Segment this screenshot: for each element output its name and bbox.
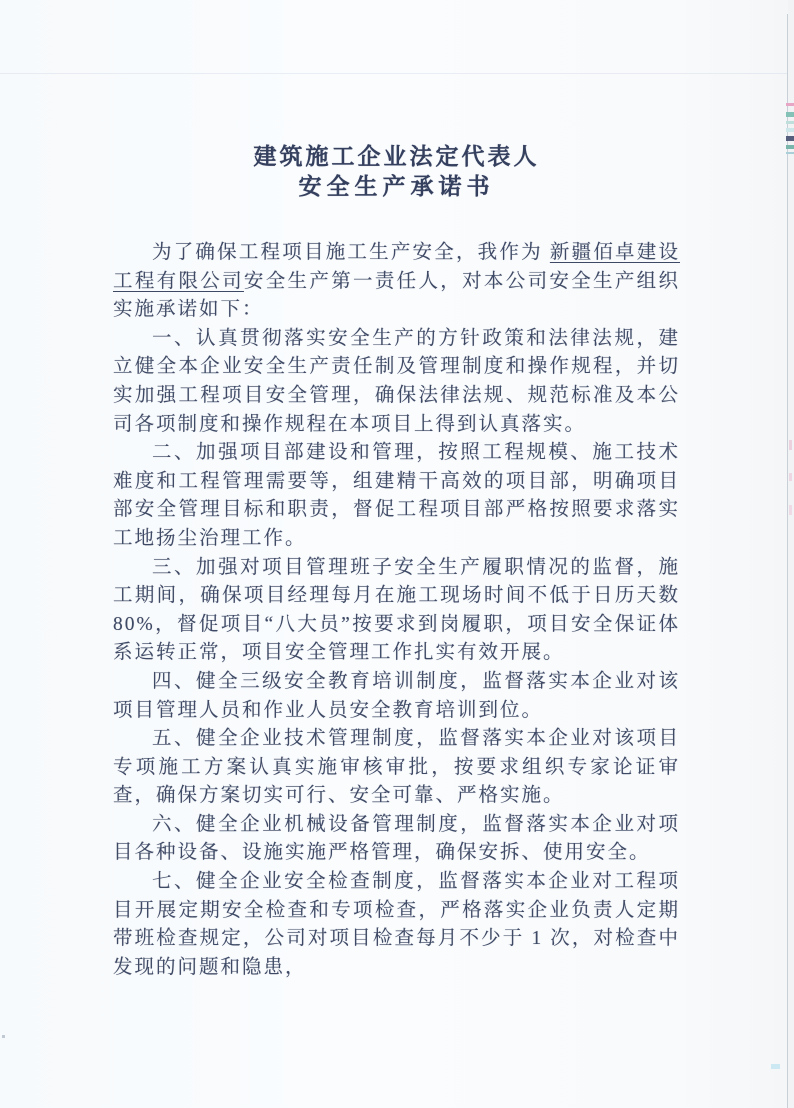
scan-streak-pink-tick (789, 440, 792, 450)
scan-artifact-line-top (0, 73, 794, 74)
paragraph-text: 七、健全企业安全检查制度，监督落实本企业对工程项目开展定期安全检查和专项检查，严格落实企业负责人定期带班检查规定，公司对项目检查每月不少于 1 次，对检查中发现的问题和隐患， (113, 871, 680, 978)
scan-speck (771, 1064, 780, 1069)
paragraph (113, 868, 680, 982)
scan-streak-pink (786, 103, 794, 106)
scan-streak-lightteal (786, 121, 794, 124)
title-line-2: 安全生产承诺书 (298, 174, 495, 199)
scan-streak-dark (786, 136, 794, 141)
paragraph-text: 四、健全三级安全教育培训制度，监督落实本企业对该项目管理人员和作业人员安全教育培训到位。 (113, 670, 680, 721)
paragraph-text: 六、健全企业机械设备管理制度，监督落实本企业对项目各种设备、设施实施严格管理，确保安拆、使用安全。 (113, 813, 680, 864)
paragraph (113, 554, 680, 668)
scan-streak-teal (786, 112, 794, 117)
scan-streak-cyan (786, 128, 794, 132)
paragraph-text: 安全生产第一责任人，对本公司安全生产组织实施承诺如下： (113, 270, 680, 321)
scan-streak-pink-tick (789, 473, 792, 481)
document-title (113, 142, 680, 202)
paragraph-text: 五、健全企业技术管理制度，监督落实本企业对该项目专项施工方案认真实施审核审批，按要求组织专家论证审查，确保方案切实可行、安全可靠、严格实施。 (113, 728, 680, 807)
scan-speck (2, 1035, 5, 1038)
paragraph-text: 二、加强项目部建设和管理，按照工程规模、施工技术难度和工程管理需要等，组建精干高效的项目部，明确项目部安全管理目标和职责，督促工程项目部严格按照要求落实工地扬尘治理工作。 (113, 442, 680, 549)
company-name-underlined: 新疆佰卓建设工程有限公司 (113, 242, 680, 292)
scan-streak-faint (786, 152, 794, 154)
paragraph (113, 325, 680, 439)
paragraph (113, 668, 680, 725)
paragraph-text: 一、认真贯彻落实安全生产的方针政策和法律法规，建立健全本企业安全生产责任制及管理制度和操作规程，并切实加强工程项目安全管理，确保法律法规、规范标准及本公司各项制度和操作规程在本项目上得到认真落实。 (113, 327, 680, 435)
paragraph (113, 239, 680, 325)
page-edge-strip (788, 0, 794, 1108)
paragraph (113, 725, 680, 811)
paragraph (113, 811, 680, 868)
title-line-1: 建筑施工企业法定代表人 (253, 144, 540, 169)
paragraph (113, 439, 680, 553)
document-body (113, 239, 680, 982)
paragraph-text: 为了确保工程项目施工生产安全，我作为 (152, 242, 550, 263)
scan-streak-teal2 (786, 145, 794, 149)
scan-streak-pink-tick (789, 505, 792, 515)
page-edge-line (787, 14, 788, 1108)
paragraph-text: 三、加强对项目管理班子安全生产履职情况的监督，施工期间，确保项目经理每月在施工现场时间不低于日历天数 80%，督促项目“八大员”按要求到岗履职，项目安全保证体系运转正常，项目安全管理工作扎实有效开展。 (113, 556, 680, 664)
